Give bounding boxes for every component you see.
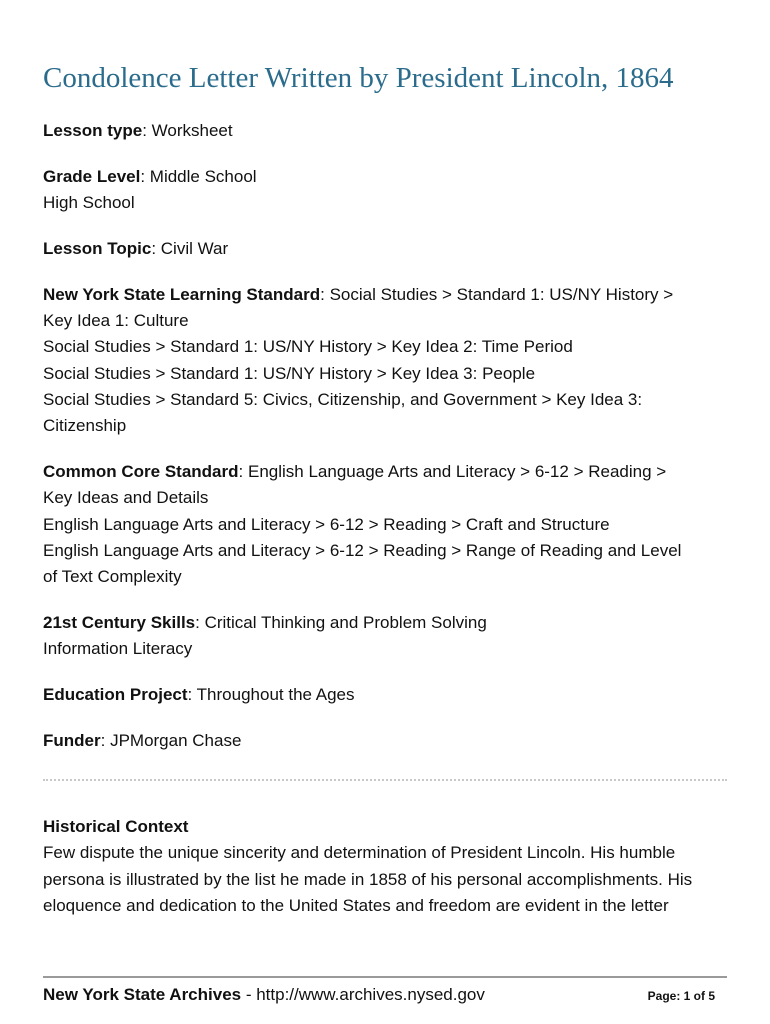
field-line: Funder: JPMorgan Chase	[43, 730, 242, 750]
field-line: Education Project: Throughout the Ages	[43, 685, 355, 705]
field-value: High School	[43, 193, 135, 213]
document-title: Condolence Letter Written by President Lincoln, 1864	[43, 62, 674, 94]
field-line: New York State Learning Standard: Social Studies > Standard 1: US/NY History >	[43, 284, 674, 304]
field-line: Grade Level: Middle School	[43, 166, 257, 186]
field-value: of Text Complexity	[43, 567, 182, 587]
paragraph-line: persona is illustrated by the list he made in 1858 of his personal accomplishments. His	[43, 869, 693, 889]
field-value: Social Studies > Standard 1: US/NY History >	[329, 284, 674, 304]
section-heading: Historical Context	[43, 817, 189, 836]
field-lesson-topic	[43, 236, 727, 262]
field-line: 21st Century Skills: Critical Thinking and Problem Solving	[43, 612, 487, 632]
footer-separator: -	[241, 985, 257, 1004]
footer-url-link[interactable]: http://www.archives.nysed.gov	[256, 985, 485, 1004]
field-key: Common Core Standard	[43, 461, 239, 481]
field-value: Throughout the Ages	[196, 685, 355, 705]
field-value: Key Ideas and Details	[43, 488, 209, 508]
field-value: Middle School	[149, 166, 257, 186]
field-21st-century-skills	[43, 610, 727, 663]
field-education-project	[43, 682, 727, 708]
lesson-metadata	[43, 118, 727, 774]
field-value: Social Studies > Standard 5: Civics, Citizenship, and Government > Key Idea 3:	[43, 389, 643, 409]
field-funder	[43, 728, 727, 754]
field-value: Social Studies > Standard 1: US/NY History > Key Idea 2: Time Period	[43, 337, 573, 357]
field-value: Civil War	[160, 238, 229, 258]
field-key: 21st Century Skills	[43, 612, 196, 632]
historical-context-section	[43, 814, 727, 919]
footer-org: New York State Archives	[43, 985, 242, 1004]
field-value: English Language Arts and Literacy > 6-12 > Reading > Craft and Structure	[43, 514, 610, 534]
field-key: Lesson type	[43, 121, 143, 140]
paragraph-line: eloquence and dedication to the United States and freedom are evident in the letter	[43, 895, 669, 915]
field-value: Information Literacy	[43, 639, 193, 659]
field-key: Lesson Topic	[43, 238, 152, 258]
field-line: Lesson type: Worksheet	[43, 121, 233, 140]
field-value: Key Idea 1: Culture	[43, 310, 189, 330]
field-value: Social Studies > Standard 1: US/NY History > Key Idea 3: People	[43, 363, 536, 383]
field-key: New York State Learning Standard	[43, 284, 321, 304]
page-number: Page: 1 of 5	[647, 989, 715, 1003]
footer-source	[43, 984, 485, 1006]
field-key: Education Project	[43, 685, 188, 705]
document-page	[43, 0, 727, 1024]
field-value: English Language Arts and Literacy > 6-12 > Reading > Range of Reading and Level	[43, 540, 682, 560]
field-common-core-standard	[43, 459, 727, 590]
field-value: Citizenship	[43, 416, 127, 436]
field-grade-level	[43, 164, 727, 217]
section-divider	[43, 779, 727, 781]
field-line: Lesson Topic: Civil War	[43, 238, 229, 258]
field-key: Grade Level	[43, 166, 141, 186]
field-value: English Language Arts and Literacy > 6-12 > Reading >	[247, 461, 667, 481]
footer-rule	[43, 976, 727, 978]
field-lesson-type	[43, 118, 727, 144]
field-value: Critical Thinking and Problem Solving	[204, 612, 487, 632]
field-value: Worksheet	[151, 121, 233, 140]
field-line: Common Core Standard: English Language Arts and Literacy > 6-12 > Reading >	[43, 461, 667, 481]
field-nys-learning-standard	[43, 282, 727, 440]
paragraph-line: Few dispute the unique sincerity and determination of President Lincoln. His humble	[43, 843, 676, 863]
field-key: Funder	[43, 730, 101, 750]
field-value: JPMorgan Chase	[110, 730, 242, 750]
